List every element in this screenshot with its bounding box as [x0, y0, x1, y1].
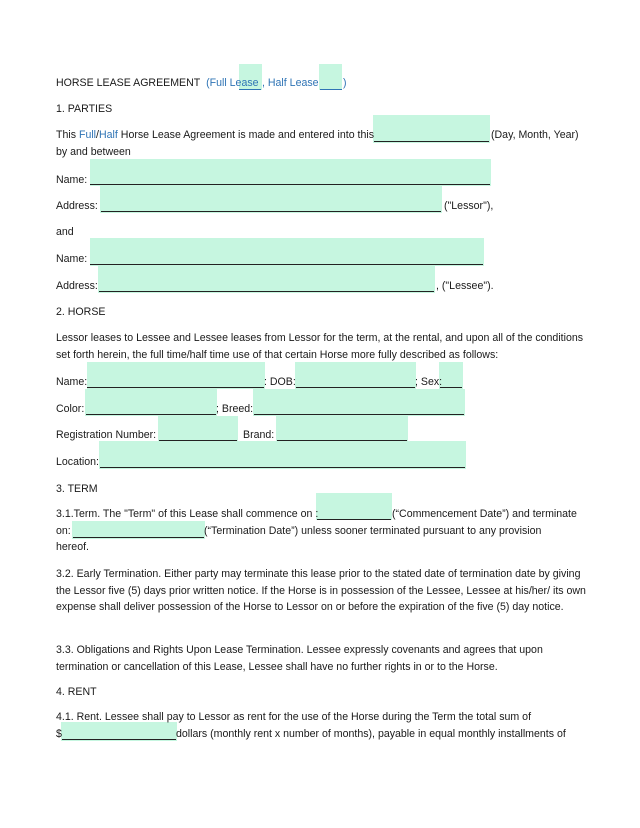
- section-4-heading: 4. RENT: [56, 686, 97, 698]
- rent-line: 4.1. Rent. Lessee shall pay to Lessor as rent for the use of the Horse during the Term the total sum of: [56, 711, 532, 723]
- horse-breed-label: ; Breed:: [216, 403, 254, 415]
- half-lease-option: Half Lease: [267, 77, 319, 89]
- by-and-between: by and between: [56, 146, 131, 158]
- document-title-line: [56, 77, 259, 90]
- rent-underline: [62, 739, 176, 740]
- lessor-address-underline: [101, 211, 441, 212]
- lessee-name-label: Name:: [56, 253, 88, 265]
- lessor-tag: ("Lessor"),: [444, 200, 494, 212]
- location-field[interactable]: [99, 441, 466, 469]
- horse-dob-field[interactable]: [295, 362, 416, 389]
- horse-sex-underline: [440, 387, 462, 388]
- dollar-sign: $: [56, 728, 62, 740]
- and-text: and: [56, 226, 74, 238]
- paren-close: ): [343, 77, 347, 89]
- lessee-address-label: Address:: [56, 280, 98, 292]
- lessee-tag: , ("Lessee").: [436, 280, 494, 292]
- intro-half: Half: [99, 129, 118, 141]
- horse-color-field[interactable]: [85, 389, 217, 416]
- term-hereof: hereof.: [56, 541, 89, 553]
- date-hint: (Day, Month, Year): [491, 129, 579, 141]
- horse-color-underline: [86, 414, 216, 415]
- lessee-address-field[interactable]: [98, 266, 435, 293]
- horse-sex-label: ; Sex:: [415, 376, 443, 388]
- lessee-address-underline: [99, 291, 434, 292]
- paren-close-wrap: [343, 77, 347, 90]
- brand-field[interactable]: [276, 416, 408, 443]
- agreement-date-field[interactable]: [373, 115, 490, 143]
- early-termination-paragraph: 3.2. Early Termination. Either party may terminate this lease prior to the stated date of termination date by giving the Lessor five (5) days prior written notice. If the Horse is in possession of the Lessee, Lessee at his/her/ its own expense shall deliver possession of the Horse to Lessor on or before the expiration of the five (5) day notice.: [56, 568, 586, 613]
- lessor-name-field[interactable]: [90, 159, 491, 186]
- horse-name-label: Name:: [56, 376, 88, 388]
- lessor-address-label: Address:: [56, 200, 98, 212]
- obligations-paragraph: 3.3. Obligations and Rights Upon Lease Termination. Lessee expressly covenants and agrees that upon termination or cancellation of this Lease, Lessee shall have no further rights in or to the Horse.: [56, 644, 543, 673]
- section-1-heading: 1. PARTIES: [56, 103, 113, 115]
- location-underline: [100, 467, 465, 468]
- horse-name-field[interactable]: [87, 362, 265, 389]
- blank-half-lease-line: [320, 89, 342, 90]
- document-title: HORSE LEASE AGREEMENT: [56, 77, 201, 89]
- registration-number-field[interactable]: [158, 416, 238, 443]
- term-line-c: (“Termination Date”) unless sooner terminated pursuant to any provision: [204, 525, 542, 537]
- horse-color-label: Color:: [56, 403, 85, 415]
- registration-underline: [159, 440, 237, 441]
- brand-underline: [277, 440, 407, 441]
- lessor-name-label: Name:: [56, 174, 88, 186]
- location-label: Location:: [56, 456, 99, 468]
- horse-sex-field[interactable]: [439, 362, 463, 389]
- horse-paragraph: Lessor leases to Lessee and Lessee leases from Lessor for the term, at the rental, and upon all of the conditions set forth herein, the full time/half time use of that certain Horse more fully described as follows:: [56, 332, 584, 361]
- separator: ,: [262, 77, 268, 89]
- horse-dob-underline: [296, 387, 415, 388]
- horse-breed-underline: [254, 414, 464, 415]
- half-lease-field[interactable]: [319, 64, 342, 90]
- intro-this: This: [56, 129, 79, 141]
- parties-intro: [56, 129, 374, 142]
- term-on-label: on:: [56, 525, 71, 537]
- separator-text: [262, 77, 319, 90]
- lessee-name-underline: [90, 264, 483, 265]
- lessor-name-underline: [90, 184, 490, 185]
- section-3-heading: 3. TERM: [56, 483, 98, 495]
- term-line-a: 3.1.Term. The "Term" of this Lease shall commence on :: [56, 508, 319, 520]
- date-underline: [374, 141, 489, 142]
- intro-body: Horse Lease Agreement is made and entered into this: [117, 129, 375, 141]
- intro-slash: /: [96, 129, 99, 141]
- horse-dob-label: : DOB:: [264, 376, 296, 388]
- section-2-heading: 2. HORSE: [56, 306, 106, 318]
- intro-full: Full: [78, 129, 97, 141]
- term-line-b: (“Commencement Date”) and terminate: [392, 508, 577, 520]
- termination-underline: [73, 537, 204, 538]
- brand-label: Brand:: [243, 429, 275, 441]
- lessor-address-field[interactable]: [100, 186, 442, 213]
- full-lease-option: Full Lease: [209, 77, 259, 89]
- commencement-underline: [317, 519, 391, 520]
- registration-label: Registration Number:: [56, 429, 157, 441]
- commencement-date-field[interactable]: [316, 493, 392, 520]
- horse-name-underline: [87, 387, 264, 388]
- rent-tail: dollars (monthly rent x number of months), payable in equal monthly installments of: [176, 728, 566, 740]
- horse-breed-field[interactable]: [253, 389, 465, 416]
- lessee-name-field[interactable]: [90, 238, 484, 266]
- paren-open: (: [206, 77, 210, 89]
